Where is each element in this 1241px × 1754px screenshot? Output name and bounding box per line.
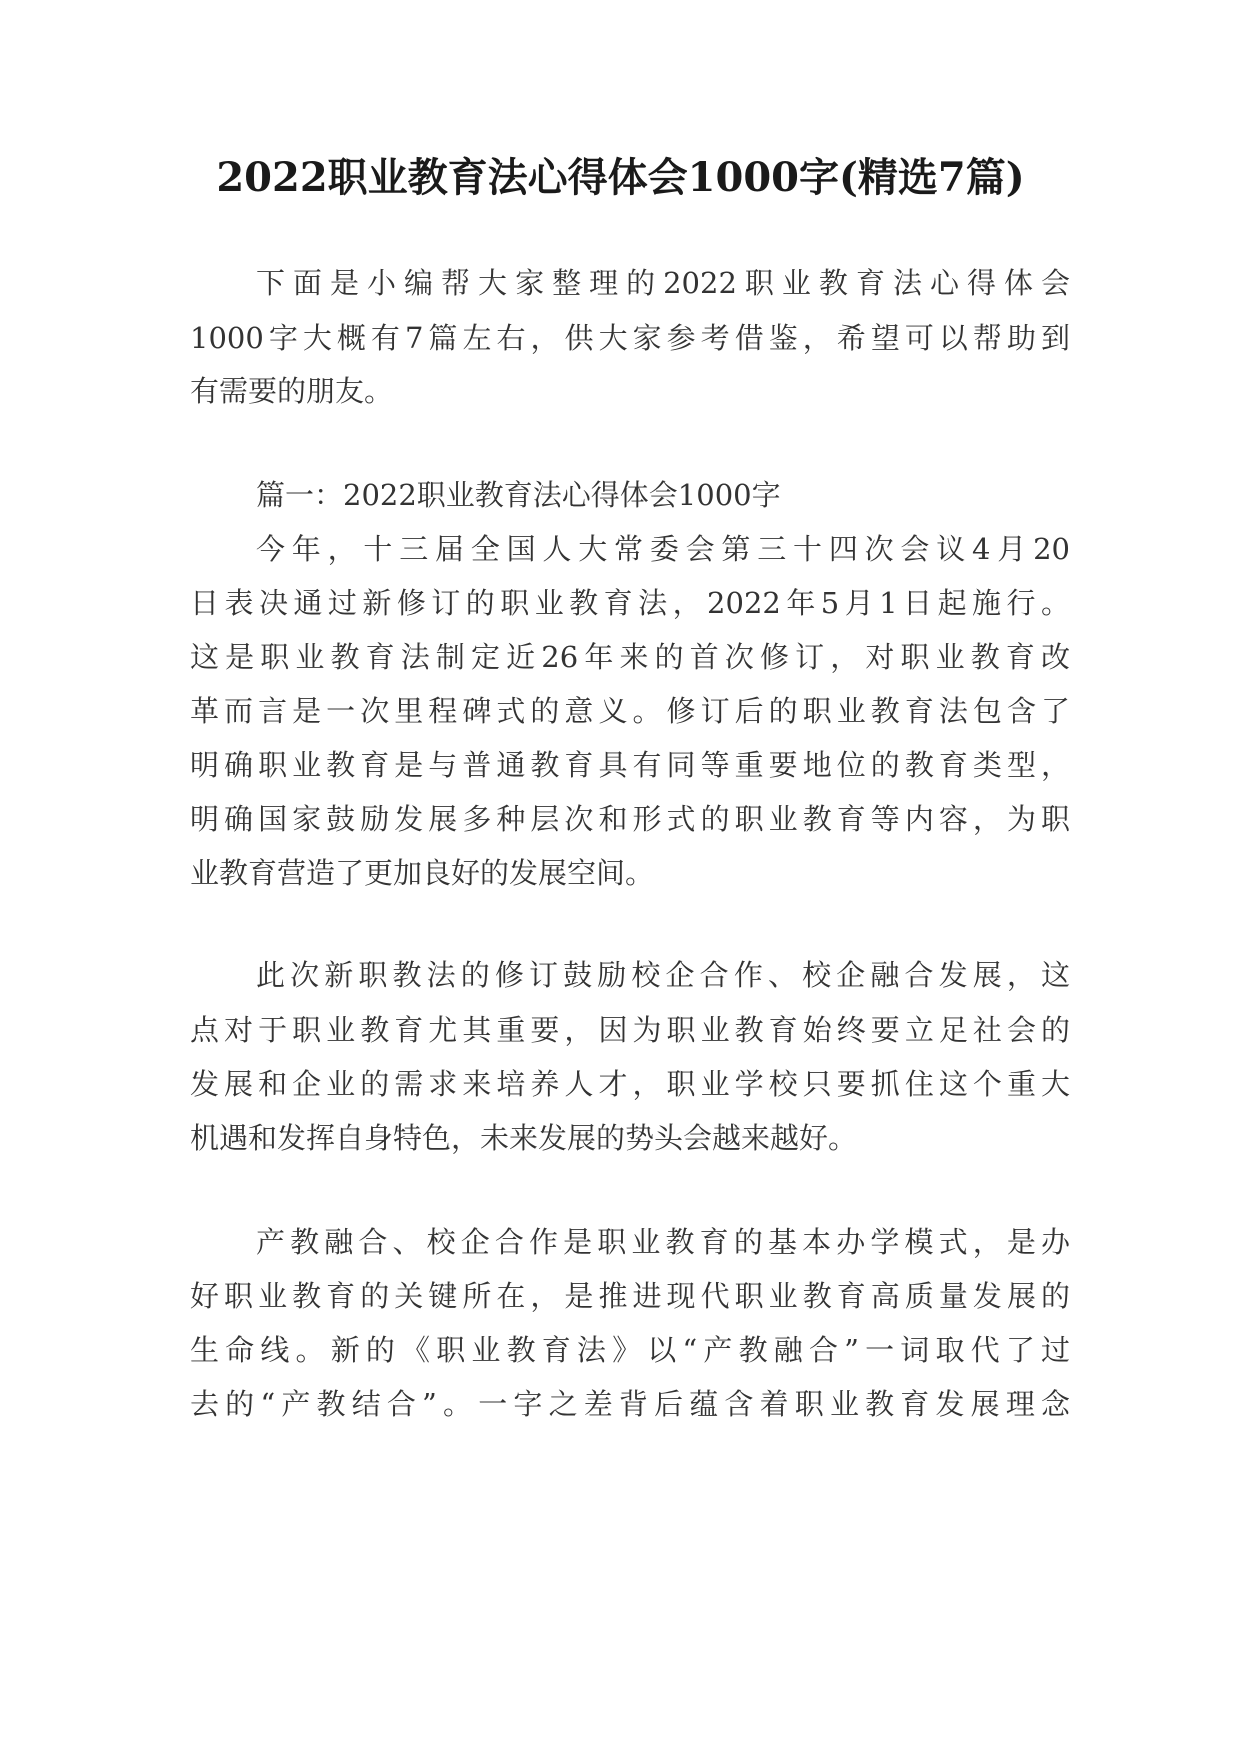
paragraph-2-line-1: 此次新职教法的修订鼓励校企合作、校企融合发展，这 [256,958,1070,992]
paragraph-2-line-3: 发展和企业的需求来培养人才，职业学校只要抓住这个重大 [190,1067,1070,1101]
intro-line-2: 1000字大概有7篇左右，供大家参考借鉴，希望可以帮助到 [190,321,1070,355]
paragraph-3-line-2: 好职业教育的关键所在，是推进现代职业教育高质量发展的 [190,1279,1070,1313]
paragraph-1-line-1: 今年，十三届全国人大常委会第三十四次会议4月20 [256,532,1070,566]
paragraph-1-line-3: 这是职业教育法制定近26年来的首次修订，对职业教育改 [190,640,1070,674]
paragraph-1-line-2: 日表决通过新修订的职业教育法，2022年5月1日起施行。 [190,586,1070,620]
section-heading: 篇一：2022职业教育法心得体会1000字 [256,478,781,512]
document-title: 2022职业教育法心得体会1000字(精选7篇) [216,154,1025,201]
paragraph-1-line-7: 业教育营造了更加良好的发展空间。 [190,856,655,890]
paragraph-3-line-1: 产教融合、校企合作是职业教育的基本办学模式，是办 [256,1225,1070,1259]
intro-line-1: 下面是小编帮大家整理的2022职业教育法心得体会 [256,266,1070,300]
paragraph-2-line-2: 点对于职业教育尤其重要，因为职业教育始终要立足社会的 [190,1013,1070,1047]
paragraph-1-line-5: 明确职业教育是与普通教育具有同等重要地位的教育类型， [190,748,1070,782]
paragraph-3-line-4: 去的“产教结合”。一字之差背后蕴含着职业教育发展理念 [190,1387,1070,1421]
paragraph-2-line-4: 机遇和发挥自身特色，未来发展的势头会越来越好。 [190,1121,858,1155]
paragraph-1-line-6: 明确国家鼓励发展多种层次和形式的职业教育等内容，为职 [190,802,1070,836]
intro-line-3: 有需要的朋友。 [190,374,394,408]
paragraph-1-line-4: 革而言是一次里程碑式的意义。修订后的职业教育法包含了 [190,694,1070,728]
paragraph-3-line-3: 生命线。新的《职业教育法》以“产教融合”一词取代了过 [190,1333,1070,1367]
